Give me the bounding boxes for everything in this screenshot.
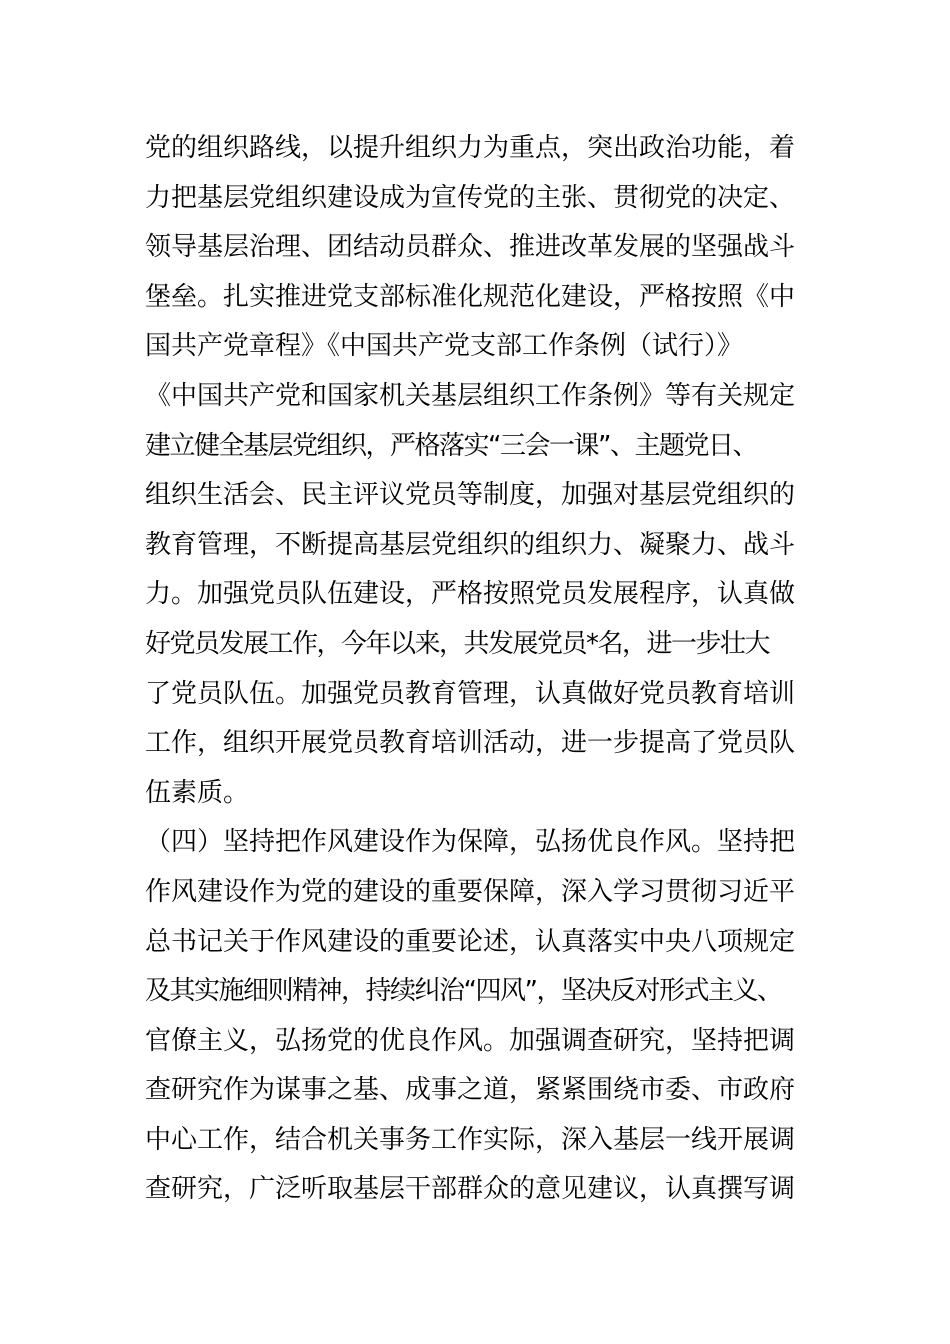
- text-line-21: 中心工作，结合机关事务工作实际，深入基层一线开展调: [145, 1124, 796, 1155]
- text-line-6: 《中国共产党和国家机关基层组织工作条例》等有关规定: [145, 380, 796, 411]
- text-line-20: 查研究作为谋事之基、成事之道，紧紧围绕市委、市政府: [145, 1075, 796, 1106]
- text-line-13: 工作，组织开展党员教育培训活动，进一步提高了党员队: [145, 728, 796, 759]
- text-line-7: 建立健全基层党组织，严格落实“三会一课”、主题党日、: [145, 430, 757, 461]
- text-line-8: 组织生活会、民主评议党员等制度，加强对基层党组织的: [145, 480, 796, 511]
- text-line-18: 及其实施细则精神，持续纠治“四风”，坚决反对形式主义、: [145, 976, 782, 1007]
- text-line-17: 总书记关于作风建设的重要论述，认真落实中央八项规定: [145, 926, 796, 957]
- text-line-11: 好党员发展工作，今年以来，共发展党员*名，进一步壮大: [145, 628, 770, 659]
- text-line-16: 作风建设作为党的建设的重要保障，深入学习贯彻习近平: [145, 876, 796, 907]
- text-line-19: 官僚主义，弘扬党的优良作风。加强调查研究，坚持把调: [145, 1025, 796, 1056]
- body-text: [145, 124, 845, 1215]
- text-line-10: 力。加强党员队伍建设，严格按照党员发展程序，认真做: [145, 579, 796, 610]
- text-line-12: 了党员队伍。加强党员教育管理，认真做好党员教育培训: [145, 678, 796, 709]
- text-line-2: 力把基层党组织建设成为宣传党的主张、贯彻党的决定、: [145, 182, 796, 213]
- text-line-4: 堡垒。扎实推进党支部标准化规范化建设，严格按照《中: [145, 281, 796, 312]
- text-line-22: 查研究，广泛听取基层干部群众的意见建议，认真撰写调: [145, 1174, 796, 1205]
- text-line-1: 党的组织路线，以提升组织力为重点，突出政治功能，着: [145, 133, 796, 163]
- text-line-14: 伍素质。: [145, 777, 250, 808]
- text-line-3: 领导基层治理、团结动员群众、推进改革发展的坚强战斗: [145, 232, 796, 263]
- text-line-5: 国共产党章程》《中国共产党支部工作条例（试行）》: [145, 331, 744, 362]
- section-heading-4: （四）坚持把作风建设作为保障，弘扬优良作风。坚持把: [145, 827, 796, 858]
- text-line-9: 教育管理，不断提高基层党组织的组织力、凝聚力、战斗: [145, 529, 796, 560]
